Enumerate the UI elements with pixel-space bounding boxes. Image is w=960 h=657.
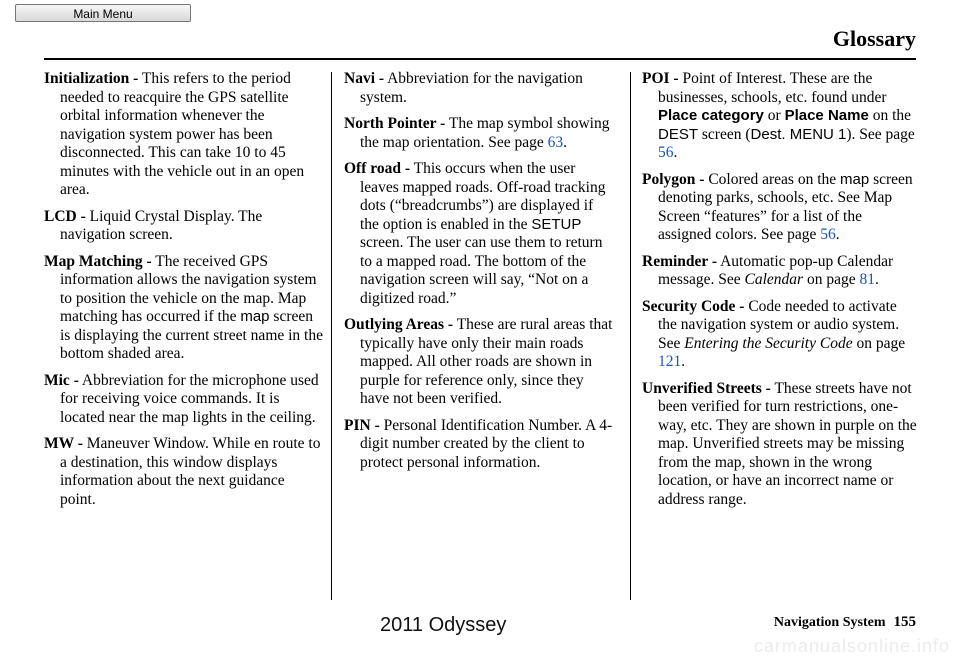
screen-key-map: map <box>240 308 270 325</box>
column-divider-2 <box>630 72 631 600</box>
entry-map-matching <box>44 253 324 364</box>
definition-polygon-part1: Colored areas on the <box>704 170 841 188</box>
term-lcd: LCD - <box>44 207 86 225</box>
term-reminder: Reminder - <box>642 252 718 270</box>
term-unverified-streets: Unverified Streets - <box>642 379 771 397</box>
term-pin: PIN - <box>344 416 380 434</box>
page-link-81[interactable]: 81 <box>859 271 875 288</box>
site-watermark: carmanualsonline.info <box>753 636 950 656</box>
model-watermark: 2011 Odyssey <box>380 614 507 636</box>
definition-mw: Maneuver Window. While en route to a destination, this window displays information about the next guidance point. <box>60 435 321 508</box>
definition-map-matching-part2: screen is displaying the current street name in the bottom shaded area. <box>60 308 323 362</box>
entry-initialization <box>44 70 324 200</box>
entry-off-road <box>344 160 616 308</box>
definition-poi-part3: screen ( <box>698 125 751 143</box>
definition-off-road-part1: This occurs when the user leaves mapped roads. Off-road tracking dots (“breadcrumbs”) are displayed if the option is enabled in the <box>360 160 606 233</box>
definition-security-code-part2: on page <box>852 334 906 352</box>
period: . <box>874 271 879 288</box>
reference-calendar: Calendar <box>744 271 804 288</box>
term-off-road: Off road - <box>344 160 411 177</box>
definition-poi-part1: Point of Interest. These are the businesses, schools, etc. found under <box>658 70 887 106</box>
definition-polygon-part2: screen denoting parks, schools, etc. See Map Screen “features” for a list of the assigned colors. See page <box>658 170 913 243</box>
definition-unverified-streets: These streets have not been verified for turn restrictions, one-way, etc. They are shown in purple on the map. Unverified streets may be missing from the map, shown in the wrong location, or have an incorrect name or address range. <box>658 379 917 508</box>
term-navi: Navi - <box>344 70 385 87</box>
entry-unverified-streets <box>642 380 918 510</box>
period: . <box>835 226 840 243</box>
glossary-column-1 <box>44 70 324 517</box>
screen-key-place-category: Place category <box>658 107 764 124</box>
column-divider-1 <box>331 72 332 600</box>
term-poi: POI - <box>642 70 679 87</box>
term-polygon: Polygon - <box>642 170 705 188</box>
term-security-code: Security Code - <box>642 297 745 315</box>
definition-mic: Abbreviation for the microphone used for receiving voice commands. It is located near the map lights in the ceiling. <box>60 371 319 426</box>
glossary-column-3 <box>642 70 918 517</box>
term-map-matching: Map Matching - <box>44 252 152 270</box>
glossary-column-2 <box>344 70 616 480</box>
term-mw: MW - <box>44 435 83 452</box>
entry-north-pointer <box>344 115 616 152</box>
screen-key-dest: DEST <box>658 125 699 143</box>
page-link-56[interactable]: 56 <box>658 144 674 161</box>
entry-mw <box>44 435 324 509</box>
definition-poi-part2: on the <box>868 107 911 124</box>
screen-key-setup: SETUP <box>531 215 582 233</box>
term-mic: Mic - <box>44 371 79 389</box>
period: . <box>673 144 678 161</box>
entry-pin <box>344 417 616 473</box>
page-title: Glossary <box>832 26 916 51</box>
term-north-pointer: North Pointer - <box>344 115 446 132</box>
footer-section-label: Navigation System <box>773 615 886 630</box>
definition-lcd: Liquid Crystal Display. The navigation screen. <box>60 207 263 243</box>
entry-lcd <box>44 208 324 245</box>
definition-outlying-areas: These are rural areas that typically have only their main roads mapped. All other roads are shown in purple for reference only, since they have not been verified. <box>360 316 613 407</box>
definition-reminder-part2: on page <box>803 271 860 288</box>
page-link-121[interactable]: 121 <box>658 353 682 370</box>
definition-off-road-part2: screen. The user can use them to return to a mapped road. The bottom of the navigation screen will say, “Not on a digitized road.” <box>360 234 603 307</box>
page-footer <box>774 614 916 631</box>
definition-security-code-part1: Code needed to activate the navigation system or audio system. See <box>658 297 900 352</box>
term-outlying-areas: Outlying Areas - <box>344 316 454 333</box>
page-link-63[interactable]: 63 <box>547 133 564 151</box>
definition-north-pointer: The map symbol showing the map orientation. See page <box>360 115 610 151</box>
period: . <box>563 133 568 151</box>
entry-mic <box>44 372 324 428</box>
definition-poi-or: or <box>763 107 785 124</box>
title-rule <box>44 58 916 60</box>
entry-security-code <box>642 298 918 372</box>
entry-outlying-areas <box>344 316 616 409</box>
screen-key-map: map <box>840 170 870 188</box>
definition-poi-part4: ). See page <box>846 125 915 143</box>
screen-key-dest-menu-1: Dest. MENU 1 <box>750 125 847 143</box>
definition-reminder-part1: Automatic pop-up Calendar message. See <box>658 252 894 288</box>
entry-reminder <box>642 253 918 290</box>
page-link-56[interactable]: 56 <box>820 226 836 243</box>
entry-navi <box>344 70 616 107</box>
period: . <box>681 353 686 370</box>
definition-navi: Abbreviation for the navigation system. <box>360 70 583 106</box>
definition-map-matching-part1: The received GPS information allows the navigation system to position the vehicle on the map. Map matching has occurred if the <box>60 252 317 325</box>
entry-poi <box>642 70 918 163</box>
reference-entering-security-code: Entering the Security Code <box>684 334 853 352</box>
definition-initialization: This refers to the period needed to reacquire the GPS satellite orbital information whenever the navigation system power has been disconnected. This can take 10 to 45 minutes with the vehicle out in an open area. <box>60 70 305 198</box>
screen-key-place-name: Place Name <box>784 107 869 124</box>
definition-pin: Personal Identification Number. A 4-digit number created by the client to protect personal information. <box>360 416 613 471</box>
term-initialization: Initialization - <box>44 70 139 87</box>
page-number: 155 <box>893 614 916 630</box>
entry-polygon <box>642 171 918 245</box>
main-menu-button[interactable]: Main Menu <box>15 4 191 22</box>
